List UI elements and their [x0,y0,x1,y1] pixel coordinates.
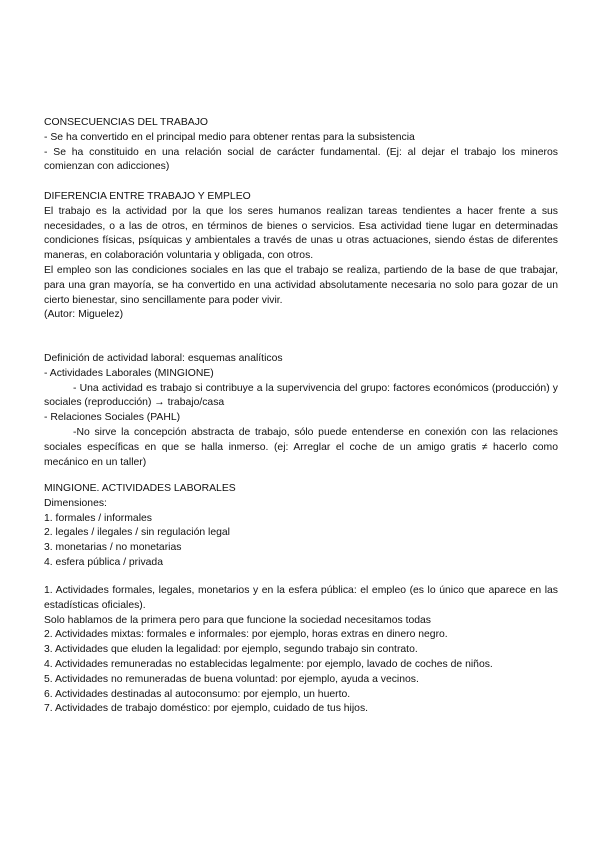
section-actividades [44,584,558,717]
actividad-note: Solo hablamos de la primera pero para que funcione la sociedad necesitamos todas [44,614,432,626]
actividad-item: 2. Actividades mixtas: formales e informales: por ejemplo, horas extras en dinero negro. [44,629,448,641]
section-mingione [44,482,558,571]
subheading-pahl: - Relaciones Sociales (PAHL) [44,412,181,424]
actividad-item: 7. Actividades de trabajo doméstico: por ejemplo, cuidado de tus hijos. [44,703,369,715]
dimension-item: 3. monetarias / no monetarias [44,542,182,554]
actividad-item: 5. Actividades no remuneradas de buena voluntad: por ejemplo, ayuda a vecinos. [44,673,419,685]
heading-consecuencias: CONSECUENCIAS DEL TRABAJO [44,117,208,128]
dimension-item: 4. esfera pública / privada [44,556,163,568]
dimension-item: 1. formales / informales [44,512,152,524]
subheading-mingione: - Actividades Laborales (MINGIONE) [44,367,214,379]
actividad-item: 4. Actividades remuneradas no establecidas legalmente: por ejemplo, lavado de coches de niños. [44,658,493,670]
heading-diferencia: DIFERENCIA ENTRE TRABAJO Y EMPLEO [44,191,251,202]
paragraph-empleo: El empleo son las condiciones sociales en las que el trabajo se realiza, partiendo de la base de que trabajar, para una gran mayoría, se ha convertido en una actividad absolutamente necesaria no solo para gozar de un cierto bienestar, sino sencillamente para poder vivir. [44,264,558,306]
dimension-item: 2. legales / ilegales / sin regulación legal [44,527,230,539]
section-definicion [44,352,558,470]
section-diferencia [44,190,558,323]
pahl-text: -No sirve la concepción abstracta de trabajo, sólo puede entenderse en conexión con las relaciones sociales específicas en que se halla inmerso. (ej: Arreglar el coche de un amigo gratis ≠ hacerlo como mecánico en un taller) [44,426,558,468]
section-consecuencias [44,116,558,175]
actividad-item-1: 1. Actividades formales, legales, monetarios y en la esfera pública: el empleo (es lo único que aparece en las estadísticas oficiales). [44,585,558,611]
actividad-item: 3. Actividades que eluden la legalidad: por ejemplo, segundo trabajo sin contrato. [44,644,418,656]
heading-definicion: Definición de actividad laboral: esquemas analíticos [44,353,283,364]
dimensiones-label: Dimensiones: [44,497,107,509]
mingione-text: - Una actividad es trabajo si contribuye a la supervivencia del grupo: factores económicos (producción) y sociales (reproducción) → trabajo/casa [44,382,558,409]
author-note: (Autor: Miguelez) [44,309,124,321]
consecuencia-2: - Se ha constituido en una relación social de carácter fundamental. (Ej: al dejar el trabajo los mineros comienzan con adicciones) [44,146,558,173]
paragraph-trabajo: El trabajo es la actividad por la que los seres humanos realizan tareas tendientes a hacer frente a sus necesidades, o a las de otros, en términos de bienes o servicios. Esa actividad tiene lugar en determinadas condiciones físicas, psíquicas y ambientales a través de unas u otras actuaciones, siendo éstas de diferentes maneras, en colaboración voluntaria y obligada, con otros. [44,205,558,262]
heading-mingione: MINGIONE. ACTIVIDADES LABORALES [44,483,236,494]
consecuencia-1: - Se ha convertido en el principal medio para obtener rentas para la subsistencia [44,131,415,143]
actividad-item: 6. Actividades destinadas al autoconsumo: por ejemplo, un huerto. [44,688,351,700]
